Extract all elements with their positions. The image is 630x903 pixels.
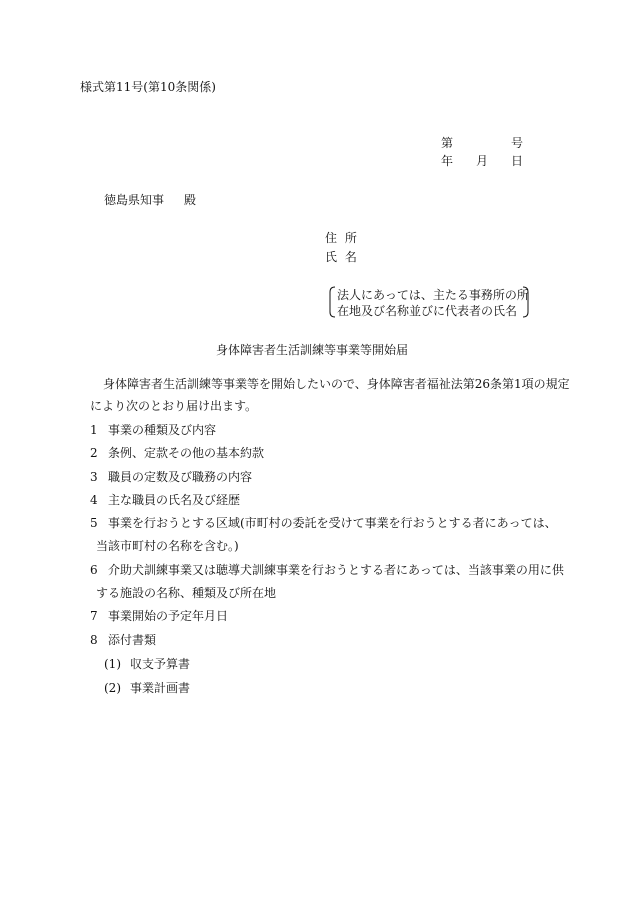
list-item-text: 事業の種類及び内容 [108,423,217,437]
number-suffix: 号 [511,136,524,150]
attachment-text: 収支予算書 [130,657,191,671]
attachment-item [104,658,190,670]
list-item-text: 主な職員の氏名及び経歴 [108,493,241,507]
document-title: 身体障害者生活訓練等事業等開始届 [216,343,409,357]
list-item [90,471,252,483]
body-line1: 身体障害者生活訓練等事業等を開始したいので、身体障害者福祉法第26条第1項の規定 [103,377,570,391]
name-label: 氏 名 [325,250,359,264]
number-prefix: 第 [441,136,454,150]
list-item-continuation: する施設の名称、種類及び所在地 [96,586,277,600]
attachment-text: 事業計画書 [130,681,191,695]
list-item [90,517,557,529]
list-item-number: 6 [90,563,98,577]
addressee-honorific: 殿 [184,193,197,207]
list-item-number: 5 [90,516,98,530]
corporation-note-line2: 在地及び名称並びに代表者の氏名 [337,304,518,318]
list-item-text: 介助犬訓練事業又は聴導犬訓練事業を行おうとする者にあっては、当該事業の用に供 [108,563,564,577]
list-item-text: 職員の定数及び職務の内容 [108,470,253,484]
list-item-number: 1 [90,423,98,437]
addressee-name: 徳島県知事 [104,193,165,207]
list-item [90,447,264,459]
list-item [90,564,564,576]
list-item-text: 条例、定款その他の基本約款 [108,446,265,460]
list-item-text: 事業を行おうとする区域(市町村の委託を受けて事業を行おうとする者にあっては、 [108,516,557,530]
attachment-number: (1) [104,657,121,671]
attachment-item [104,682,190,694]
corporation-note-line1: 法人にあっては、主たる事務所の所 [337,288,529,302]
date-day: 日 [511,154,524,168]
list-item-number: 8 [90,633,98,647]
list-item-text: 事業開始の予定年月日 [108,609,229,623]
list-item [90,494,240,506]
list-item [90,424,216,436]
list-item-number: 4 [90,493,98,507]
address-label: 住 所 [325,231,359,245]
list-item-text: 添付書類 [108,633,157,647]
date-month: 月 [476,154,489,168]
corporation-note [329,286,529,318]
body-line2: により次のとおり届け出ます。 [90,399,258,413]
list-item-number: 7 [90,609,98,623]
form-label: 様式第11号(第10条関係) [80,80,216,94]
list-item [90,634,156,646]
attachment-number: (2) [104,681,121,695]
list-item [90,610,228,622]
list-item-continuation: 当該市町村の名称を含む。) [96,539,239,553]
date-year: 年 [441,154,454,168]
list-item-number: 2 [90,446,98,460]
list-item-number: 3 [90,470,98,484]
